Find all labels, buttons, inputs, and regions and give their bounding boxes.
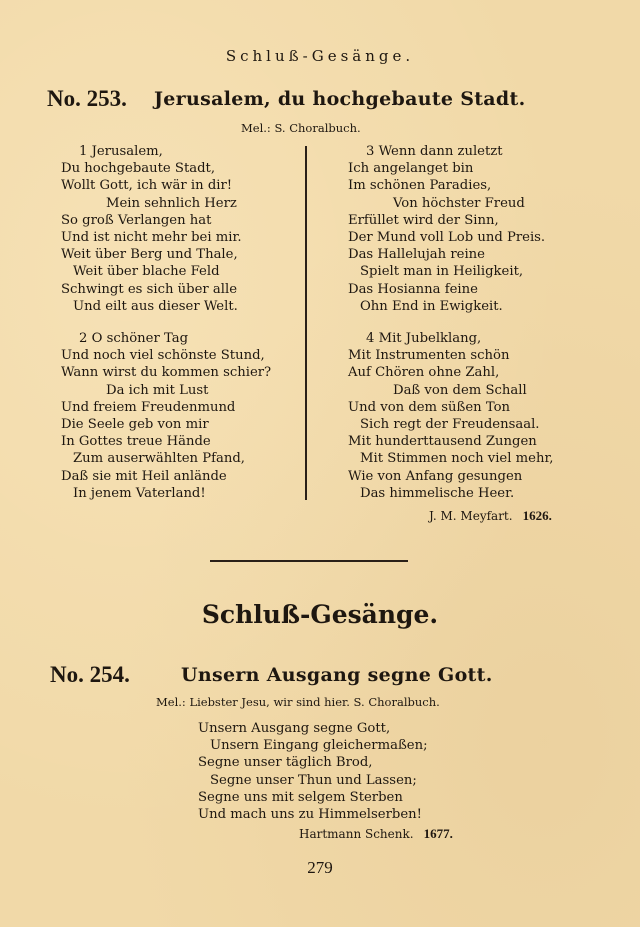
verse-1 bbox=[61, 143, 242, 315]
verse-line: Schwingt es sich über alle bbox=[61, 281, 238, 297]
verse-line: Das himmelische Heer. bbox=[360, 485, 515, 501]
author-name: J. M. Meyfart. bbox=[429, 509, 513, 523]
verse-line: Mit Instrumenten schön bbox=[348, 348, 510, 364]
verse-line: Unsern Eingang gleichermaßen; bbox=[210, 738, 428, 754]
verse-line: Wie von Anfang gesungen bbox=[348, 468, 523, 484]
author-year: 1677. bbox=[423, 826, 453, 841]
verse-line: Im schönen Paradies, bbox=[348, 178, 492, 194]
author-name: Hartmann Schenk. bbox=[299, 827, 414, 841]
hymn-title: Jerusalem, du hochgebaute Stadt. bbox=[154, 88, 526, 110]
verse-line: 2 O schöner Tag bbox=[79, 331, 189, 346]
verse-line: Ich angelanget bin bbox=[348, 161, 474, 177]
verse-line: Segne uns mit selgem Sterben bbox=[198, 789, 403, 805]
verse-line: Da ich mit Lust bbox=[106, 382, 209, 398]
verse-line: Sich regt der Freudensaal. bbox=[360, 416, 540, 432]
verse-line: Die Seele geb von mir bbox=[61, 416, 209, 432]
verse-line: Segne unser täglich Brod, bbox=[198, 755, 373, 771]
section-heading: Schluß-Gesänge. bbox=[201, 600, 439, 629]
author-year: 1626. bbox=[522, 508, 552, 523]
verse-line: 3 Wenn dann zuletzt bbox=[366, 144, 503, 159]
verse-line: Spielt man in Heiligkeit, bbox=[360, 264, 524, 280]
verse-line: Wann wirst du kommen schier? bbox=[61, 365, 272, 381]
hymn-number: No. 254. bbox=[50, 662, 130, 687]
verse-line: Das Hosianna feine bbox=[348, 281, 478, 297]
verse-line: Weit über Berg und Thale, bbox=[61, 247, 238, 263]
column-divider bbox=[305, 146, 307, 500]
verse-line: In Gottes treue Hände bbox=[61, 434, 211, 450]
verse-line: Mein sehnlich Herz bbox=[106, 195, 237, 211]
verse-line: Und ist nicht mehr bei mir. bbox=[61, 229, 242, 245]
verse-line: Weit über blache Feld bbox=[73, 264, 220, 280]
verse-4 bbox=[348, 330, 554, 502]
verse-line: Mit Stimmen noch viel mehr, bbox=[360, 451, 554, 467]
verse-line: Daß sie mit Heil anlände bbox=[61, 468, 227, 484]
verse-line: Erfüllet wird der Sinn, bbox=[348, 212, 499, 228]
hymn-ascription bbox=[299, 826, 453, 842]
verse-line: Ohn End in Ewigkeit. bbox=[360, 298, 503, 314]
melody-reference: Mel.: S. Choralbuch. bbox=[241, 121, 361, 135]
verse-line: 4 Mit Jubelklang, bbox=[366, 331, 482, 346]
page-number: 279 bbox=[307, 858, 333, 877]
verse-line: Daß von dem Schall bbox=[393, 382, 527, 398]
verse-line: Auf Chören ohne Zahl, bbox=[348, 365, 500, 381]
hymn-title: Unsern Ausgang segne Gott. bbox=[181, 664, 493, 686]
section-rule bbox=[210, 560, 408, 562]
verse-line: Und freiem Freudenmund bbox=[61, 399, 236, 415]
verse-line: Das Hallelujah reine bbox=[348, 247, 485, 263]
verse-line: Segne unser Thun und Lassen; bbox=[210, 772, 417, 788]
verse-line: Wollt Gott, ich wär in dir! bbox=[61, 178, 233, 194]
verse-line: Der Mund voll Lob und Preis. bbox=[348, 229, 546, 245]
verse-line: Du hochgebaute Stadt, bbox=[61, 161, 216, 177]
hymn-ascription bbox=[429, 508, 552, 524]
verse-line: Und mach uns zu Himmelserben! bbox=[198, 806, 422, 822]
hymn-number: No. 253. bbox=[47, 86, 127, 111]
verse-1 bbox=[198, 720, 428, 823]
running-head: Schluß-Gesänge. bbox=[225, 47, 415, 65]
verse-line: In jenem Vaterland! bbox=[73, 485, 206, 501]
verse-2 bbox=[61, 330, 271, 502]
verse-line: Unsern Ausgang segne Gott, bbox=[198, 721, 391, 736]
verse-line: Und noch viel schönste Stund, bbox=[61, 348, 265, 364]
verse-3 bbox=[348, 143, 545, 315]
verse-line: Und von dem süßen Ton bbox=[348, 399, 511, 415]
melody-reference: Mel.: Liebster Jesu, wir sind hier. S. Choralbuch. bbox=[156, 695, 440, 709]
verse-line: Zum auserwählten Pfand, bbox=[73, 451, 245, 467]
verse-line: 1 Jerusalem, bbox=[79, 144, 163, 159]
verse-line: Mit hunderttausend Zungen bbox=[348, 434, 537, 450]
verse-line: Und eilt aus dieser Welt. bbox=[73, 298, 238, 314]
verse-line: Von höchster Freud bbox=[393, 195, 525, 211]
verse-line: So groß Verlangen hat bbox=[61, 212, 212, 228]
